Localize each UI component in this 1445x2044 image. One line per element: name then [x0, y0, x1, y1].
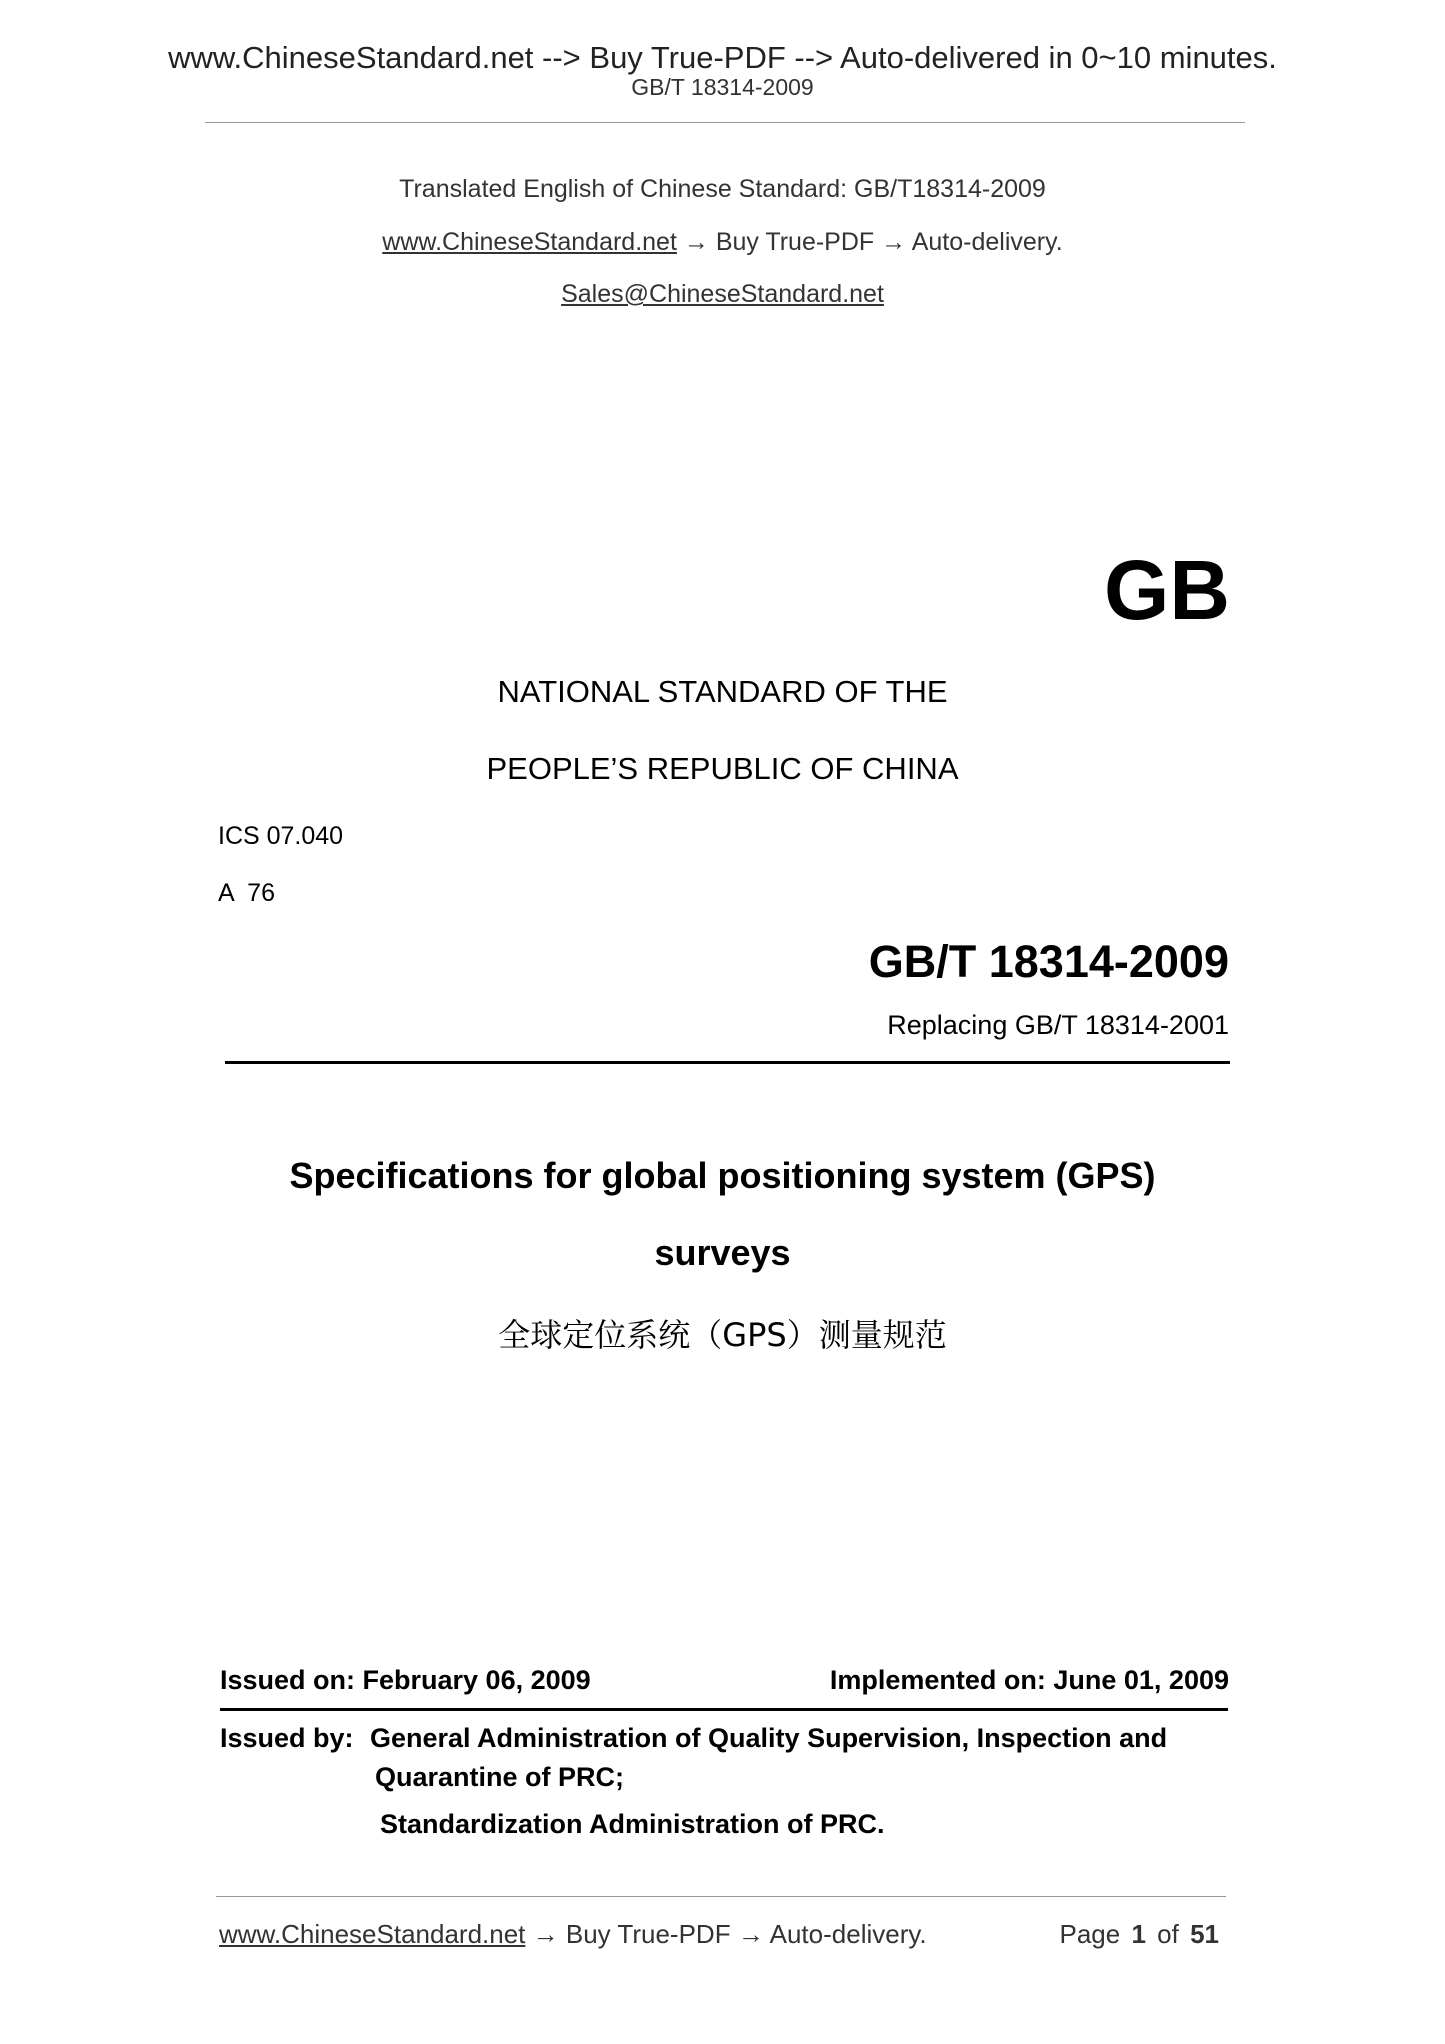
- translation-delivery-line: [0, 228, 1445, 257]
- issuing-org1-line1: General Administration of Quality Supervision, Inspection and: [370, 1723, 1168, 1753]
- replacing-standard: Replacing GB/T 18314-2001: [887, 1010, 1229, 1040]
- page-total: 51: [1190, 1919, 1219, 1949]
- auto-delivery-text: Auto-delivery.: [911, 228, 1063, 256]
- header-standard-number: GB/T 18314-2009: [631, 74, 814, 100]
- top-banner-line: www.ChineseStandard.net --> Buy True-PDF --> Auto-delivered in 0~10 minutes.: [168, 40, 1277, 75]
- arrow-right-icon: →: [683, 228, 709, 256]
- footer-delivery-line: [219, 1919, 927, 1950]
- issuing-org1-line2: Quarantine of PRC;: [375, 1762, 625, 1792]
- footer-divider: [216, 1896, 1226, 1897]
- sales-email-link[interactable]: Sales@ChineseStandard.net: [561, 280, 884, 308]
- page-indicator: [1059, 1919, 1219, 1950]
- arrow-right-icon: →: [881, 228, 907, 256]
- footer-auto-text: Auto-delivery.: [769, 1919, 927, 1949]
- arrow-right-icon: →: [532, 1919, 559, 1949]
- gb-mark: GB: [1104, 543, 1230, 637]
- issuing-org2: Standardization Administration of PRC.: [380, 1809, 885, 1839]
- arrow-right-icon: →: [737, 1919, 764, 1949]
- footer-site-link[interactable]: www.ChineseStandard.net: [219, 1919, 526, 1949]
- issued-date: Issued on: February 06, 2009: [220, 1665, 591, 1695]
- translation-note: Translated English of Chinese Standard: GB/T18314-2009: [399, 175, 1046, 203]
- title-en-line2: surveys: [654, 1232, 791, 1273]
- dates-divider: [220, 1708, 1228, 1711]
- buy-true-pdf-text: Buy True-PDF: [715, 228, 875, 256]
- national-standard-line2: PEOPLE’S REPUBLIC OF CHINA: [486, 751, 959, 786]
- issued-by-label: Issued by:: [220, 1723, 354, 1753]
- standard-divider: [225, 1061, 1230, 1064]
- site-link[interactable]: www.ChineseStandard.net: [382, 228, 677, 256]
- page-label: Page: [1059, 1919, 1121, 1949]
- footer-buy-text: Buy True-PDF: [565, 1919, 731, 1949]
- standard-number: GB/T 18314-2009: [868, 936, 1229, 987]
- national-standard-line1: NATIONAL STANDARD OF THE: [497, 674, 948, 709]
- sales-email-line: [0, 280, 1445, 309]
- ccs-code: A 76: [218, 879, 275, 907]
- page-number: 1: [1131, 1919, 1146, 1949]
- ics-code: ICS 07.040: [218, 822, 344, 850]
- title-zh: 全球定位系统（GPS）测量规范: [498, 1316, 947, 1354]
- title-en-line1: Specifications for global positioning system (GPS): [289, 1155, 1156, 1196]
- implemented-date: Implemented on: June 01, 2009: [829, 1665, 1229, 1695]
- of-label: of: [1157, 1919, 1179, 1949]
- header-divider: [205, 122, 1245, 123]
